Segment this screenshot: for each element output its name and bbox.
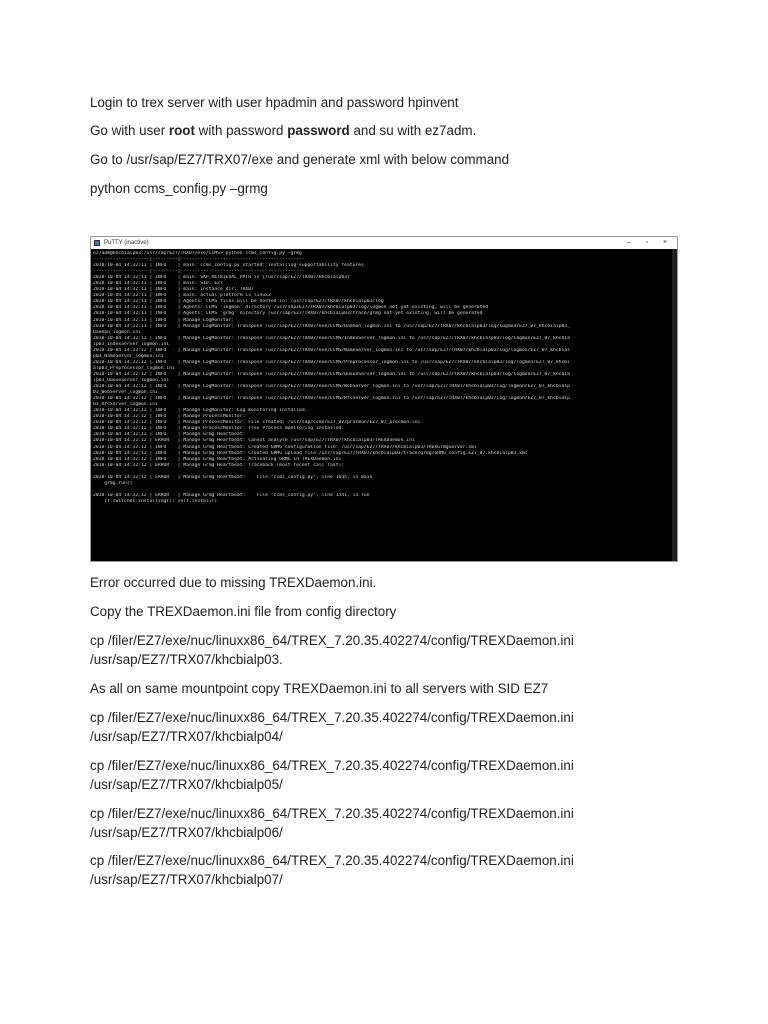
copy-command-p03-src: cp /filer/EZ7/exe/nuc/linuxx86_64/TREX_7.20.35.402274/config/TREXDaemon.ini bbox=[90, 633, 574, 648]
terminal-output bbox=[91, 249, 677, 561]
copy-instruction: Copy the TREXDaemon.ini file from config directory bbox=[90, 604, 397, 619]
terminal-line: 2018-10-04 14:32:11 | INFO | Agents: CCMS 'grmg' directory /usr/sap/EZ7/TRX07/khcbialp03/trace/grmg not yet existing, will be generated bbox=[93, 311, 483, 317]
terminal-line: 2018-10-04 14:32:11 | INFO | main: instance dir: TRX07 bbox=[93, 287, 254, 293]
terminal-scrollbar bbox=[672, 249, 677, 561]
terminal-line: 2018-10-04 14:32:12 | INFO | Manage LogMonitor: Transpose /usr/sap/EZ7/TRX07/exe/CCMS/QueueServer_logmon.ini to /usr/sap/EZ7/TRX07/khcbialp03/log/logmon/EZ7_07_khcbia bbox=[93, 371, 570, 377]
copy-command-p06-dest: /usr/sap/EZ7/TRX07/khcbialp06/ bbox=[90, 825, 283, 840]
terminal-line: 2018-10-04 14:32:12 | INFO | Manage ProcessMonitor: Trex Process monitoring installed. bbox=[93, 426, 345, 432]
copy-command-p04-dest: /usr/sap/EZ7/TRX07/khcbialp04/ bbox=[90, 729, 283, 744]
terminal-line: 2018-10-04 14:32:12 | INFO | Manage LogMonitor: Transpose /usr/sap/EZ7/TRX07/exe/CCMS/IndexServer_logmon.ini to /usr/sap/EZ7/TRX07/khcbialp03/log/logmon/EZ7_07_khcbia bbox=[93, 335, 570, 341]
su-instruction bbox=[90, 122, 476, 140]
putty-titlebar bbox=[91, 237, 677, 249]
copy-command-p04-src: cp /filer/EZ7/exe/nuc/linuxx86_64/TREX_7.20.35.402274/config/TREXDaemon.ini bbox=[90, 710, 574, 725]
error-note: Error occurred due to missing TREXDaemon.ini. bbox=[90, 575, 377, 590]
terminal-line: p03_NameServer_logmon.ini bbox=[93, 353, 164, 359]
terminal-line: lp03_QueueServer_logmon.ini bbox=[93, 377, 170, 383]
su-instruction-suffix: and su with ez7adm. bbox=[349, 123, 477, 138]
terminal-line: 2018-10-04 14:32:12 | ERROR | Manage Grmg Heartbeat: Traceback (most recent call last): bbox=[93, 462, 345, 468]
terminal-line: lp03_IndexServer_logmon.ini bbox=[93, 341, 170, 347]
python-command: python ccms_config.py –grmg bbox=[90, 181, 268, 196]
login-instruction: Login to trex server with user hpadmin and password hpinvent bbox=[90, 95, 459, 110]
terminal-line: 2018-10-04 14:32:11 | INFO | main: ccms_config.py started: installing supportability features bbox=[93, 263, 364, 269]
terminal-line: 2018-10-04 14:32:12 | ERROR | Manage Grmg Heartbeat: Cannot analyse /usr/sap/EZ7/TRX07/khcbialp03/TREXDaemon.ini bbox=[93, 438, 415, 444]
putty-icon bbox=[94, 240, 100, 246]
terminal-line: 2018-10-04 14:32:12 | ERROR | Manage Grmg Heartbeat: File "ccms_config.py", line 1541, in run bbox=[93, 492, 370, 498]
terminal-line: 2018-10-04 14:32:11 | INFO | Agents: CCMS 'logmon' directory /usr/sap/EZ7/TRX07/khcbialp03/log/logmon not yet existing, will be generated bbox=[93, 305, 489, 311]
terminal-line: ez7adm@khcbialp03:/usr/sap/EZ7/TRX07/exe/CCMS> python ccms_config.py -grmg bbox=[93, 251, 302, 256]
su-instruction-mid: with password bbox=[194, 123, 288, 138]
terminal-line: 03_WebServer_logmon.ini bbox=[93, 390, 158, 396]
copy-command-p07-src: cp /filer/EZ7/exe/nuc/linuxx86_64/TREX_7.20.35.402274/config/TREXDaemon.ini bbox=[90, 853, 574, 868]
terminal-line: 2018-10-04 14:32:12 | INFO | Manage Grmg Heartbeat: bbox=[93, 432, 246, 438]
putty-screenshot bbox=[90, 236, 678, 562]
terminal-lines bbox=[93, 251, 670, 505]
terminal-line: 03_RfcServer_logmon.ini bbox=[93, 402, 158, 408]
terminal-line: 2018-10-04 14:32:12 | INFO | Manage ProcessMonitor: bbox=[93, 414, 246, 420]
terminal-line: 2018-10-04 14:32:11 | INFO | Manage LogMonitor: Transpose /usr/sap/EZ7/TRX07/exe/CCMS/Daemon_logmon.ini to /usr/sap/EZ7/TRX07/khcbialp03/log/logmon/EZ7_07_khcbialp03_ bbox=[93, 323, 570, 329]
terminal-line: --------------------|---------|-------------------------------------------- bbox=[93, 269, 305, 275]
terminal-line: 2018-10-04 14:32:12 | INFO | Manage Grmg Heartbeat: Created GRMG upload file /usr/sap/EZ7/TRX07/khcbialp03/trace/grmg/GRMG_config.EZ7_07.khcbialp03.xml bbox=[93, 450, 528, 456]
copy-command-p07-dest: /usr/sap/EZ7/TRX07/khcbialp07/ bbox=[90, 872, 283, 887]
copy-command-p06-src: cp /filer/EZ7/exe/nuc/linuxx86_64/TREX_7.20.35.402274/config/TREXDaemon.ini bbox=[90, 806, 574, 821]
terminal-line: 2018-10-04 14:32:12 | INFO | Manage ProcessMonitor: File created: /usr/sap/ccms/EZ7_07/procmon/EZ7_07_procmon.ini bbox=[93, 420, 421, 426]
maximize-icon: ▫ bbox=[645, 239, 649, 246]
terminal-line: 2018-10-04 14:32:11 | INFO | Agents: CCMS files will be hosted in: /usr/sap/EZ7/TRX07/khcbialp03/log bbox=[93, 299, 384, 305]
close-icon: × bbox=[662, 239, 668, 246]
copy-command-p05-dest: /usr/sap/EZ7/TRX07/khcbialp05/ bbox=[90, 777, 283, 792]
terminal-line: 2018-10-04 14:32:12 | INFO | Manage LogMonitor: Transpose /usr/sap/EZ7/TRX07/exe/CCMS/RfcServer_logmon.ini to /usr/sap/EZ7/TRX07/khcbialp03/log/logmon/EZ7_07_khcbialp bbox=[93, 396, 570, 402]
terminal-line: if switches.installing(): self.install() bbox=[93, 498, 218, 504]
terminal-line: 2018-10-04 14:32:12 | INFO | Manage LogMonitor: Transpose /usr/sap/EZ7/TRX07/exe/CCMS/WebServer_logmon.ini to /usr/sap/EZ7/TRX07/khcbialp03/log/logmon/EZ7_07_khcbialp bbox=[93, 384, 570, 390]
minimize-icon: – bbox=[627, 239, 631, 246]
terminal-line: grmg.run() bbox=[93, 480, 133, 486]
terminal-line: 2018-10-04 14:32:11 | INFO | main: SAP_RETRIEVAL_PATH is [/usr/sap/EZ7/TRX07/khcbialp03] bbox=[93, 275, 350, 281]
su-instruction-prefix: Go with user bbox=[90, 123, 169, 138]
terminal-line: 2018-10-04 14:32:12 | INFO | Manage LogMonitor: Log monitoring installed. bbox=[93, 408, 308, 414]
terminal-line: 2018-10-04 14:32:11 | INFO | Manage LogMonitor: bbox=[93, 317, 235, 323]
terminal-line: 2018-10-04 14:32:12 | ERROR | Manage Grmg Heartbeat: File "ccms_config.py", line 1645, in main bbox=[93, 474, 373, 480]
putty-title: PuTTY (inactive) bbox=[104, 240, 149, 246]
terminal-line: 2018-10-04 14:32:12 | INFO | Manage LogMonitor: Transpose /usr/sap/EZ7/TRX07/exe/CCMS/Preprocessor_logmon.ini to /usr/sap/EZ7/TRX07/khcbialp03/log/logmon/EZ7_07_khcbi bbox=[93, 359, 570, 365]
terminal-line: 2018-10-04 14:32:11 | INFO | main: SID: EZ7 bbox=[93, 281, 223, 287]
terminal-line: alp03_Preprocessor_logmon.ini bbox=[93, 365, 175, 371]
terminal-line: 2018-10-04 14:32:11 | INFO | main: actual platform is linux2 bbox=[93, 293, 271, 299]
terminal-line: 2018-10-04 14:32:12 | INFO | Manage Grmg Heartbeat: Activating GRMG in TREXDaemon.ini bbox=[93, 456, 342, 462]
terminal-line: --------------------|---------|-------------------------------------------- bbox=[93, 257, 305, 263]
root-user: root bbox=[168, 123, 195, 138]
goto-instruction: Go to /usr/sap/EZ7/TRX07/exe and generate xml with below command bbox=[90, 152, 510, 167]
terminal-line: 2018-10-04 14:32:12 | INFO | Manage Grmg Heartbeat: Created GRMG configuration file: /usr/sap/EZ7/TRX07/khcbialp03/TREXGrmgServer.xml bbox=[93, 444, 477, 450]
copy-command-p03-dest: /usr/sap/EZ7/TRX07/khcbialp03. bbox=[90, 652, 283, 667]
mountpoint-note: As all on same mountpoint copy TREXDaemon.ini to all servers with SID EZ7 bbox=[90, 681, 549, 696]
terminal-line: Daemon_logmon.ini bbox=[93, 329, 141, 335]
copy-command-p05-src: cp /filer/EZ7/exe/nuc/linuxx86_64/TREX_7.20.35.402274/config/TREXDaemon.ini bbox=[90, 758, 574, 773]
terminal-line: 2018-10-04 14:32:12 | INFO | Manage LogMonitor: Transpose /usr/sap/EZ7/TRX07/exe/CCMS/NameServer_logmon.ini to /usr/sap/EZ7/TRX07/khcbialp03/log/logmon/EZ7_07_khcbial bbox=[93, 347, 570, 353]
root-password: password bbox=[287, 123, 350, 138]
